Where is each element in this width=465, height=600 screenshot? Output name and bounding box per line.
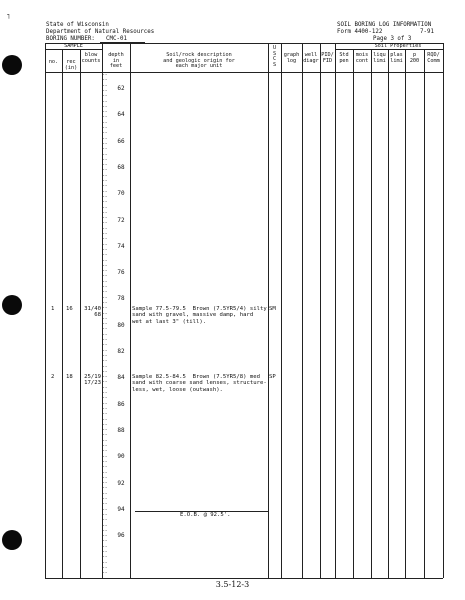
col-line-p200 xyxy=(424,49,425,578)
depth-tick: -- xyxy=(102,252,108,259)
header-description: Soil/rock description and geologic origin for each major unit xyxy=(163,52,235,70)
depth-tick: -- xyxy=(102,310,108,317)
depth-label: 78 xyxy=(117,295,125,303)
depth-tick: -- xyxy=(102,480,108,487)
depth-label: 66 xyxy=(117,137,125,145)
depth-tick: -- xyxy=(102,342,108,349)
binder-hole-bottom xyxy=(2,530,22,550)
form-number: Form 4400-122 xyxy=(337,29,383,35)
depth-tick: -- xyxy=(102,246,108,253)
depth-label: 64 xyxy=(117,111,125,119)
depth-tick: -- xyxy=(102,432,108,439)
depth-tick: -- xyxy=(102,490,108,497)
depth-tick: -- xyxy=(102,501,108,508)
depth-tick: -- xyxy=(102,93,108,100)
col-line-well xyxy=(320,43,321,578)
header-p200: p 200 xyxy=(409,52,420,64)
depth-tick: -- xyxy=(102,82,108,89)
end-of-boring: E.O.B. @ 92.5'. xyxy=(180,512,231,518)
header-std-pen: Std pen xyxy=(339,52,349,64)
depth-label: 84 xyxy=(117,374,125,382)
depth-tick: -- xyxy=(102,496,108,502)
depth-label: 72 xyxy=(117,216,125,224)
depth-label: 62 xyxy=(117,85,125,92)
depth-tick: -- xyxy=(102,331,108,338)
sample-number: 2 xyxy=(51,374,55,380)
depth-tick: -- xyxy=(102,77,108,84)
depth-tick: -- xyxy=(102,464,108,471)
depth-tick: -- xyxy=(102,517,108,524)
depth-label: 80 xyxy=(117,321,125,329)
depth-tick: -- xyxy=(102,411,108,418)
depth-tick: -- xyxy=(102,119,108,126)
depth-label: 68 xyxy=(117,163,125,171)
binder-hole-top xyxy=(2,55,22,75)
depth-tick: -- xyxy=(102,289,108,296)
depth-tick: -- xyxy=(102,533,108,540)
depth-tick: -- xyxy=(102,167,108,174)
boring-number-value: CMC-01 xyxy=(106,36,127,42)
depth-tick: -- xyxy=(102,416,108,423)
depth-tick: -- xyxy=(102,458,108,465)
form-title: SOIL BORING LOG INFORMATION xyxy=(337,22,432,28)
depth-tick: -- xyxy=(102,305,108,312)
col-line-mois xyxy=(371,49,372,578)
depth-tick: -- xyxy=(102,151,108,158)
col-line-liqu xyxy=(388,49,389,578)
sample-number: 1 xyxy=(51,306,55,312)
depth-tick: -- xyxy=(102,485,108,492)
header-rqd-comments: RQD/ Comm xyxy=(427,52,440,64)
depth-tick: -- xyxy=(102,405,108,412)
depth-tick: -- xyxy=(102,114,108,121)
depth-tick: -- xyxy=(102,156,108,163)
header-sample: SAMPLE xyxy=(64,43,83,49)
depth-label: 94 xyxy=(117,505,125,513)
depth-label: 96 xyxy=(117,532,125,540)
depth-label: 82 xyxy=(117,348,125,355)
depth-tick: -- xyxy=(102,522,108,529)
depth-tick: -- xyxy=(102,347,108,354)
sample-uscs: SP xyxy=(269,374,276,380)
margin-mark: ˥ xyxy=(6,13,11,21)
sample-uscs: SM xyxy=(269,306,276,312)
depth-tick: -- xyxy=(102,390,108,396)
depth-tick: -- xyxy=(102,421,108,428)
depth-tick: -- xyxy=(102,220,108,227)
header-plastic-limit: plas limi xyxy=(390,52,403,64)
header-soil-properties: Soil Properties xyxy=(374,43,422,49)
depth-tick: -- xyxy=(102,474,108,481)
header-pid-fid: PID/ FID xyxy=(321,52,334,64)
depth-tick: -- xyxy=(102,511,108,518)
depth-tick: -- xyxy=(102,294,108,301)
depth-tick: -- xyxy=(102,559,108,566)
depth-tick: -- xyxy=(102,443,108,449)
sample-description: Sample 82.5-84.5 Brown (7.5YR5/8) med sand with coarse sand lenses, structure- less, wet, loose (outwash). xyxy=(132,374,267,393)
depth-tick: -- xyxy=(102,400,108,407)
header-uscs: U S C S xyxy=(272,45,277,68)
depth-tick: -- xyxy=(102,543,108,550)
depth-tick: -- xyxy=(102,125,108,131)
depth-tick: -- xyxy=(102,225,108,232)
sample-blow-counts: 31/40 68 xyxy=(84,306,101,319)
depth-tick: -- xyxy=(102,204,108,211)
depth-tick: -- xyxy=(102,257,108,264)
depth-tick: -- xyxy=(102,527,108,534)
depth-tick: -- xyxy=(102,554,108,561)
depth-label: 92 xyxy=(117,479,125,487)
depth-label: 74 xyxy=(117,242,125,250)
depth-tick: -- xyxy=(102,87,108,94)
page-number: Page 3 of 3 xyxy=(373,36,412,42)
col-line-rec xyxy=(80,49,81,578)
depth-tick: -- xyxy=(102,538,108,545)
sample-description: Sample 77.5-79.5 Brown (7.5YR5/4) silty sand with gravel, massive damp, hard wet at last 3" (till). xyxy=(132,306,267,325)
depth-tick: -- xyxy=(102,199,108,206)
depth-tick: -- xyxy=(102,146,108,153)
depth-tick: -- xyxy=(102,549,108,555)
depth-tick: -- xyxy=(102,241,108,248)
binder-hole-middle xyxy=(2,295,22,315)
sample-recovery: 16 xyxy=(66,306,73,312)
depth-tick: -- xyxy=(102,183,108,190)
header-depth: depth in feet xyxy=(108,52,124,70)
depth-tick: -- xyxy=(102,321,108,328)
sample-blow-counts: 25/19 17/23 xyxy=(84,374,101,387)
boring-number-label: BORING NUMBER: xyxy=(46,36,95,42)
depth-tick: -- xyxy=(102,193,108,200)
depth-tick: -- xyxy=(102,178,108,184)
depth-tick: -- xyxy=(102,236,108,243)
header-moisture: mois cont xyxy=(355,52,369,64)
depth-tick: -- xyxy=(102,379,108,386)
depth-tick: -- xyxy=(102,109,108,116)
depth-tick: -- xyxy=(102,437,108,444)
depth-tick: -- xyxy=(102,506,108,513)
depth-tick: -- xyxy=(102,368,108,375)
header-no: no. xyxy=(48,59,59,65)
depth-tick: -- xyxy=(102,72,108,78)
header-rec: rec (in) xyxy=(64,59,78,71)
depth-label: 86 xyxy=(117,400,125,408)
depth-tick: -- xyxy=(102,326,108,333)
table-bottom-rule xyxy=(45,578,443,579)
depth-tick: -- xyxy=(102,188,108,195)
depth-tick: -- xyxy=(102,384,108,391)
depth-tick: -- xyxy=(102,453,108,460)
depth-tick: -- xyxy=(102,570,108,577)
depth-tick: -- xyxy=(102,215,108,222)
depth-tick: -- xyxy=(102,315,108,322)
depth-tick: -- xyxy=(102,231,108,237)
depth-tick: -- xyxy=(102,337,108,343)
depth-tick: -- xyxy=(102,564,108,571)
depth-tick: -- xyxy=(102,299,108,306)
end-of-boring-line xyxy=(135,511,268,512)
col-line-std xyxy=(353,49,354,578)
header-well-diagram: well diagr xyxy=(303,52,319,64)
depth-tick: -- xyxy=(102,284,108,290)
sample-recovery: 18 xyxy=(66,374,73,380)
depth-tick: -- xyxy=(102,374,108,381)
depth-tick: -- xyxy=(102,262,108,269)
col-line-plas xyxy=(405,49,406,578)
agency-line-2: Department of Natural Resources xyxy=(46,29,155,35)
depth-tick: -- xyxy=(102,273,108,280)
depth-tick: -- xyxy=(102,162,108,169)
depth-tick: -- xyxy=(102,172,108,179)
col-line-graph xyxy=(302,43,303,578)
depth-tick: -- xyxy=(102,209,108,216)
agency-line-1: State of Wisconsin xyxy=(46,22,109,28)
depth-label: 76 xyxy=(117,269,125,277)
depth-tick: -- xyxy=(102,103,108,110)
depth-tick: -- xyxy=(102,469,108,476)
depth-tick: -- xyxy=(102,130,108,137)
col-line-uscs xyxy=(281,43,282,578)
header-graph-log: graph log xyxy=(283,52,300,64)
depth-tick: -- xyxy=(102,268,108,275)
depth-tick: -- xyxy=(102,98,108,105)
depth-tick: -- xyxy=(102,358,108,365)
depth-label: 88 xyxy=(117,426,125,434)
depth-tick: -- xyxy=(102,427,108,434)
col-line-right xyxy=(443,43,444,578)
col-line-pid xyxy=(335,43,336,578)
footer-page-code: 3.5-12-3 xyxy=(215,580,250,589)
header-blow: blow counts xyxy=(81,52,101,64)
depth-tick: -- xyxy=(102,352,108,359)
depth-tick: -- xyxy=(102,448,108,455)
depth-label: 70 xyxy=(117,190,125,198)
header-liquid-limit: liqu limi xyxy=(373,52,386,64)
depth-tick: -- xyxy=(102,140,108,147)
depth-tick: -- xyxy=(102,135,108,142)
depth-tick: -- xyxy=(102,395,108,402)
form-revision: 7-91 xyxy=(420,29,434,35)
depth-label: 90 xyxy=(117,453,125,461)
col-line-left xyxy=(45,43,46,578)
depth-tick: -- xyxy=(102,363,108,370)
col-line-depth xyxy=(130,43,131,578)
depth-tick: -- xyxy=(102,278,108,285)
col-line-no xyxy=(62,49,63,578)
